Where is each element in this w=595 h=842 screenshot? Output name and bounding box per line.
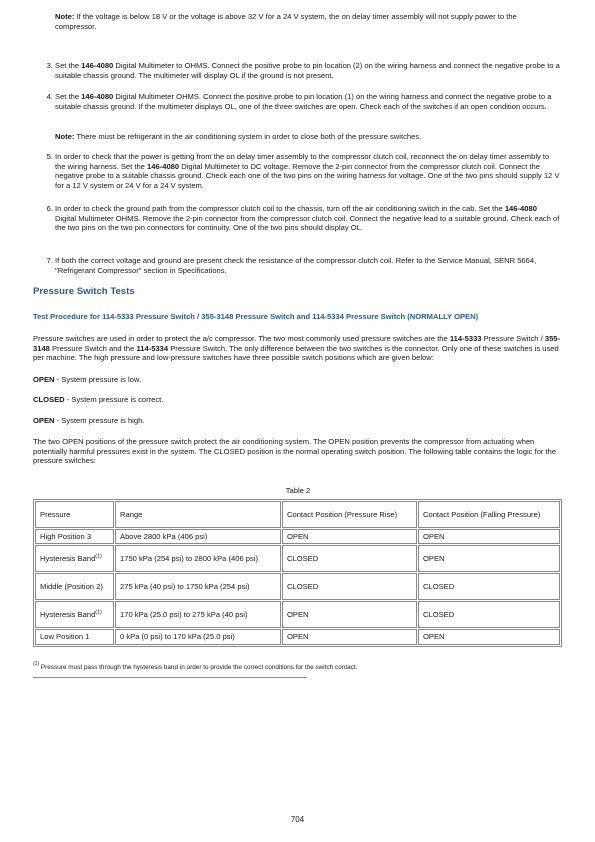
intro-paragraph: Pressure switches are used in order to protect the a/c compressor. The two most commonly used pressure switches are the 114-5333 Pressure Switch / 355-3148 Pressure Switch and the 114-5334 Pressure Switch. The only difference between the two switches is the connector. Only one of these switches is used per machine. The high pressure and low-pressure switches have three possible switch positions which are given below: [33,334,561,363]
rise-cell: CLOSED [282,573,417,600]
step-text: In order to check that the power is getting from the on delay timer assembly to the compressor clutch coil, reconnect the on delay timer assembly to the wiring harness. Set the 146-4080 Digital Multimeter to DC voltage. Remove the 2-pin connector from the compressor clutch coil. Connect the negative probe to a suitable chassis ground. Check each one of the two pins on the wiring harness for voltage. One of the two pins should supply 12 V for a 12 V system or 24 V for a 24 V system. [55,152,560,190]
step-number: 6. [46,204,53,213]
rise-cell: CLOSED [282,545,417,572]
header-cell: Contact Position (Pressure Rise) [282,501,417,528]
table-footnote: $^{(1)}$ Pressure must pass through the hysteresis band in order to provide the correct conditions for the switch contact. [33,661,358,671]
table-row [35,601,560,628]
range-cell: 170 kPa (25.0 psi) to 275 kPa (40 psi) [115,601,281,628]
position-open-low: OPEN - System pressure is low. [33,375,142,384]
note-voltage [55,12,560,31]
rise-cell: OPEN [282,529,417,544]
note-label: Note: [55,12,75,21]
header-cell: Pressure [35,501,114,528]
logic-paragraph: The two OPEN positions of the pressure switch protect the air conditioning system. The OPEN position prevents the compressor from actuating when potentially harmful pressures exist in the system. The CLOSED position is the normal operating switch position. The following table contains the logic for the pressure switches: [33,437,557,466]
pressure-cell: Hysteresis Band$^{(1)}$ [35,601,114,628]
note-text: There must be refrigerant in the air conditioning system in order to close both of the pressure switches. [74,132,422,141]
table-row [35,573,560,600]
range-cell: 0 kPa (0 psi) to 170 kPa (25.0 psi) [115,629,281,644]
footnote-divider [33,677,307,678]
pressure-cell: Low Position 1 [35,629,114,644]
pressure-cell: High Position 3 [35,529,114,544]
table-row [35,529,560,544]
fall-cell: OPEN [418,545,560,572]
fall-cell: CLOSED [418,573,560,600]
note-label: Note: [55,132,75,141]
pressure-logic-table [33,499,562,647]
table-header-row [35,501,560,528]
position-closed: CLOSED - System pressure is correct. [33,395,164,404]
page-number: 704 [290,815,305,824]
step-number: 7. [46,256,53,265]
step-text: If both the correct voltage and ground are present check the resistance of the compressor clutch coil. Refer to the Service Manual, SENR 5664, "Refrigerant Compressor" section in Specifications. [55,256,537,275]
step-text: Set the 146-4080 Digital Multimeter to OHMS. Connect the positive probe to pin location (2) on the wiring harness and connect the negative probe to a suitable chassis ground. The multimeter will display OL if the ground is not present. [55,61,560,80]
pressure-cell: Hysteresis Band$^{(1)}$ [35,545,114,572]
pressure-cell: Middle (Position 2) [35,573,114,600]
step-text: Set the 146-4080 Digital Multimeter OHMS. Connect the positive probe to pin location (1) on the wiring harness and connect the negative probe to a suitable chassis ground. If the multimeter displays OL, one of the three switches are open. Check each of the switches if an open condition occurs. [55,92,552,111]
table-caption: Table 2 [285,486,311,495]
fall-cell: OPEN [418,529,560,544]
table-row [35,545,560,572]
subsection-title: Test Procedure for 114-5333 Pressure Switch / 355-3148 Pressure Switch and 114-5334 Pressure Switch (NORMALLY OPEN) [33,312,479,321]
rise-cell: OPEN [282,601,417,628]
position-open-high: OPEN - System pressure is high. [33,416,145,425]
header-cell: Contact Position (Falling Pressure) [418,501,560,528]
range-cell: 1750 kPa (254 psi) to 2800 kPa (406 psi) [115,545,281,572]
fall-cell: CLOSED [418,601,560,628]
step-number: 3. [46,61,53,70]
step-text: In order to check the ground path from the compressor clutch coil to the chassis, turn off the air conditioning switch in the cab. Set the 146-4080 Digital Multimeter OHMS. Remove the 2-pin connector from the compressor clutch coil. Connect the negative lead to a suitable ground. Check each of the two pins on the two pin connectors for continuity. One of the two pins should display OL. [55,204,560,233]
table-row [35,629,560,644]
step-number: 4. [46,92,53,101]
section-title: Pressure Switch Tests [33,286,135,297]
step-number: 5. [46,152,53,161]
note-text: If the voltage is below 18 V or the voltage is above 32 V for a 24 V system, the on delay timer assembly will not supply power to the compressor. [55,12,517,31]
rise-cell: OPEN [282,629,417,644]
fall-cell: OPEN [418,629,560,644]
note-refrigerant [55,132,560,142]
range-cell: Above 2800 kPa (406 psi) [115,529,281,544]
range-cell: 275 kPa (40 psi) to 1750 kPa (254 psi) [115,573,281,600]
header-cell: Range [115,501,281,528]
